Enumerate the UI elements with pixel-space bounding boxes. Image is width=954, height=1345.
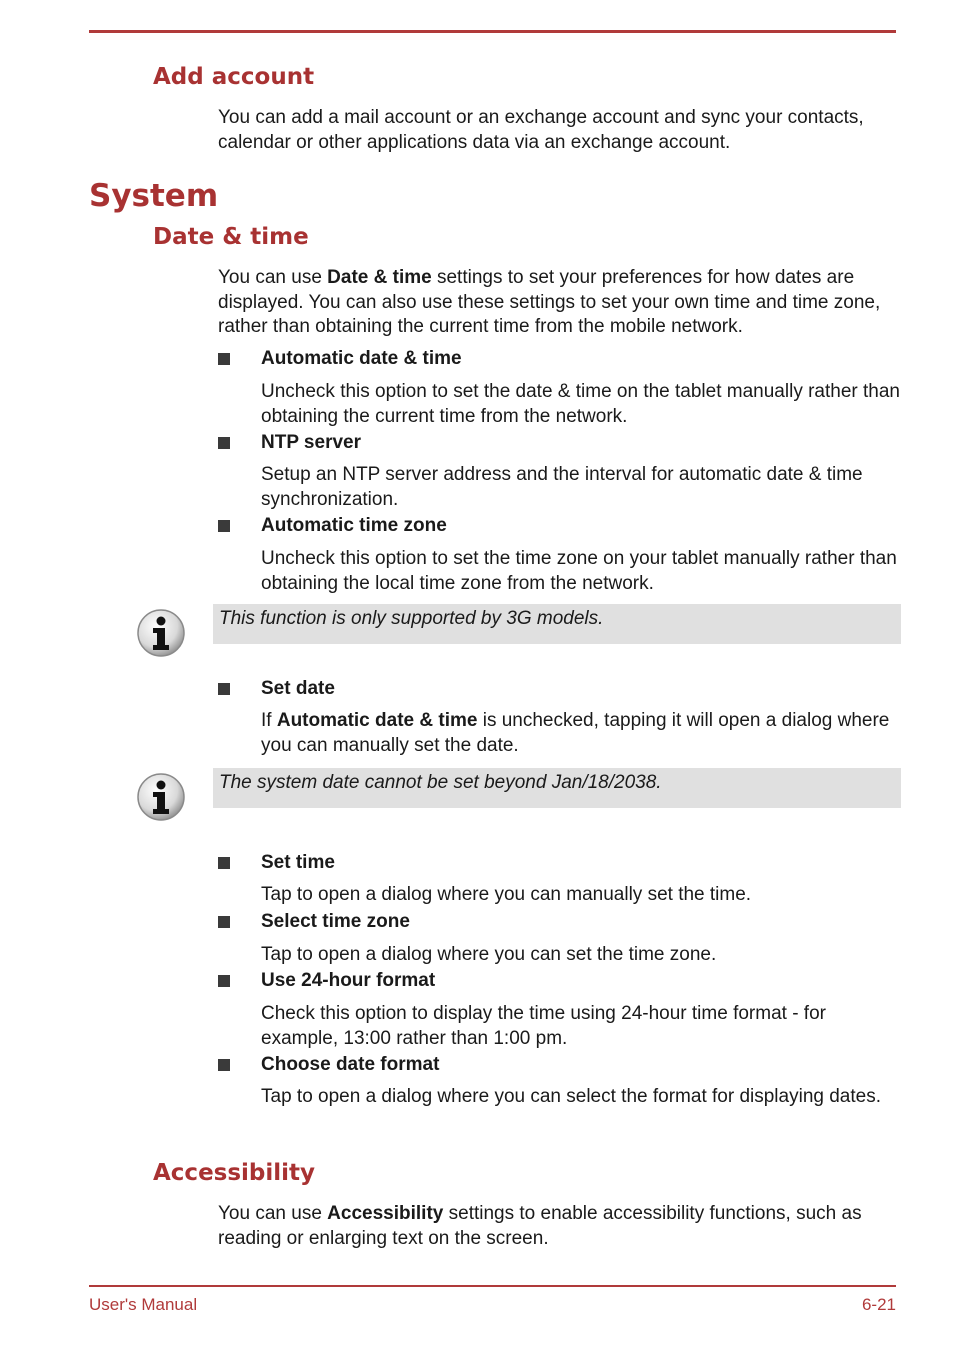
system-heading: System bbox=[89, 178, 219, 214]
bottom-rule bbox=[89, 1285, 896, 1287]
top-rule bbox=[89, 30, 896, 33]
footer-page-number: 6-21 bbox=[861, 1295, 896, 1314]
bullet-marker bbox=[218, 520, 230, 532]
item-label-24-hour-format: Use 24-hour format bbox=[261, 970, 436, 991]
item-desc-automatic-date-time: Uncheck this option to set the date & time on the tablet manually rather than obtaining the current time from the network. bbox=[261, 381, 900, 427]
item-desc-24-hour-format: Check this option to display the time using 24-hour time format - for example, 13:00 rather than 1:00 pm. bbox=[261, 1003, 826, 1049]
item-label-automatic-time-zone: Automatic time zone bbox=[261, 515, 447, 536]
note-text-date-limit: The system date cannot be set beyond Jan/18/2038. bbox=[219, 772, 662, 793]
info-icon bbox=[135, 771, 187, 823]
bullet-marker bbox=[218, 975, 230, 987]
add-account-body: You can add a mail account or an exchange account and sync your contacts, calendar or other applications data via an exchange account. bbox=[218, 107, 864, 153]
accessibility-intro: You can use Accessibility settings to enable accessibility functions, such as reading or enlarging text on the screen. bbox=[218, 1203, 862, 1249]
item-desc-automatic-time-zone: Uncheck this option to set the time zone on your tablet manually rather than obtaining the local time zone from the network. bbox=[261, 548, 897, 594]
item-desc-ntp-server: Setup an NTP server address and the interval for automatic date & time synchronization. bbox=[261, 464, 863, 510]
date-time-intro: You can use Date & time settings to set your preferences for how dates are displayed. You can also use these settings to set your own time and time zone, rather than obtaining the current time from the mobile network. bbox=[218, 267, 881, 337]
bullet-marker bbox=[218, 857, 230, 869]
bullet-marker bbox=[218, 353, 230, 365]
add-account-heading: Add account bbox=[153, 64, 315, 90]
item-label-ntp-server: NTP server bbox=[261, 432, 361, 453]
item-label-set-time: Set time bbox=[261, 852, 335, 873]
item-desc-select-time-zone: Tap to open a dialog where you can set the time zone. bbox=[261, 944, 717, 965]
item-desc-choose-date-format: Tap to open a dialog where you can select the format for displaying dates. bbox=[261, 1086, 881, 1107]
item-desc-set-time: Tap to open a dialog where you can manually set the time. bbox=[261, 884, 752, 905]
item-label-set-date: Set date bbox=[261, 678, 335, 699]
note-text-3g: This function is only supported by 3G models. bbox=[219, 608, 604, 629]
item-label-choose-date-format: Choose date format bbox=[261, 1054, 440, 1075]
footer-manual-title: User's Manual bbox=[89, 1295, 198, 1314]
accessibility-heading: Accessibility bbox=[153, 1160, 316, 1186]
bullet-marker bbox=[218, 1059, 230, 1071]
bullet-marker bbox=[218, 916, 230, 928]
info-icon bbox=[135, 607, 187, 659]
bullet-marker bbox=[218, 683, 230, 695]
item-desc-set-date: If Automatic date & time is unchecked, tapping it will open a dialog where you can manually set the date. bbox=[261, 710, 890, 756]
item-label-select-time-zone: Select time zone bbox=[261, 911, 410, 932]
item-label-automatic-date-time: Automatic date & time bbox=[261, 348, 462, 369]
bullet-marker bbox=[218, 437, 230, 449]
date-time-heading: Date & time bbox=[153, 224, 309, 250]
